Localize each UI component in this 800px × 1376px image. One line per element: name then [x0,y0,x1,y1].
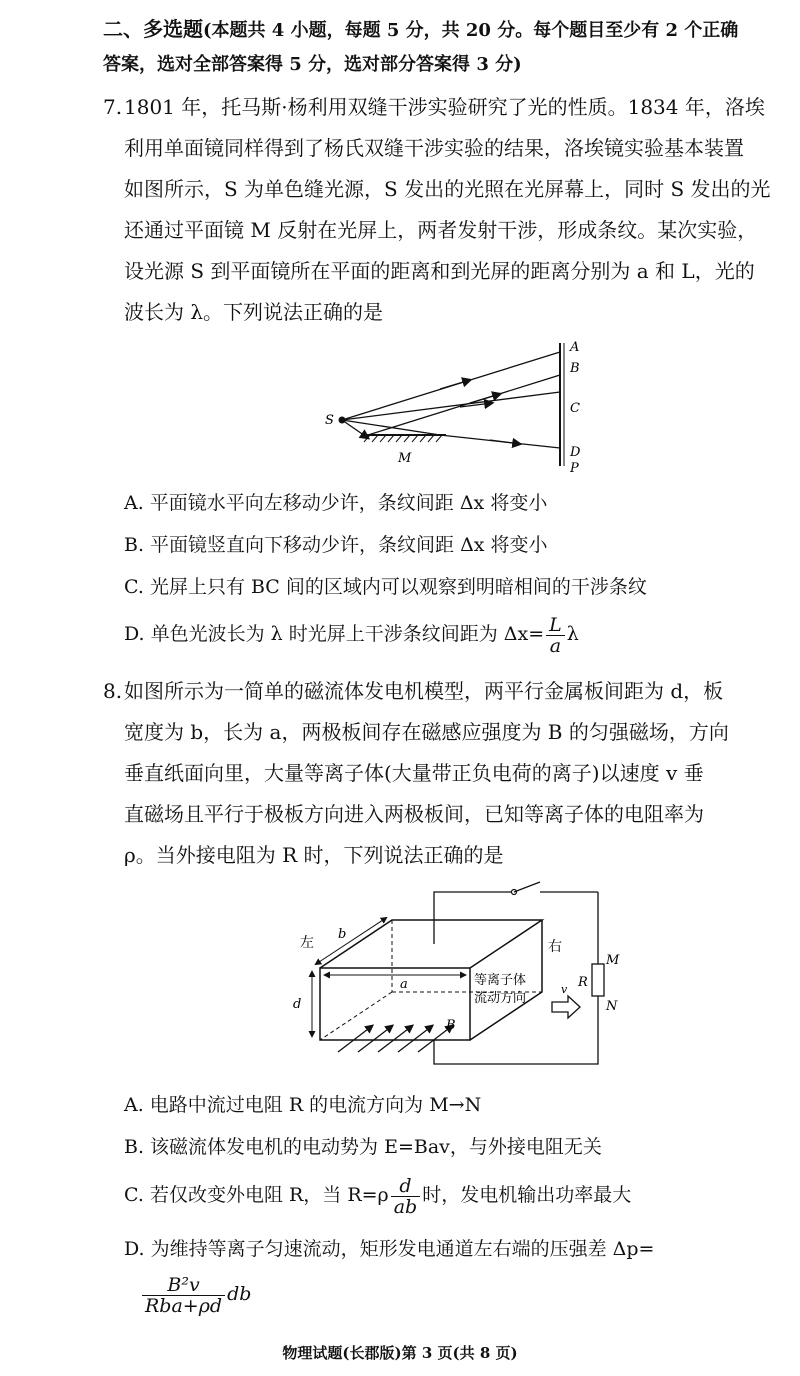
q7-number: 7. [103,95,123,119]
q7-option-d-fraction [546,615,565,656]
section-heading-line [103,14,738,46]
q8-label-N: N [606,999,618,1014]
q7-label-A: A [570,340,580,355]
q8-option-c-prefix: C. 若仅改变外电阻 R，当 R=ρ [124,1184,389,1206]
section-note-1: (本题共 4 小题，每题 5 分，共 20 分。每个题目至少有 2 个正确 [203,20,739,41]
q8-option-d-line2 [140,1270,251,1318]
q8-option-d-numerator: B²v [142,1275,225,1296]
q8-label-B: B [446,1018,456,1033]
q7-option-d [124,612,579,656]
q8-option-d-fraction [142,1275,225,1316]
q8-circuit-top-wire [434,892,514,944]
section-note-2: 答案，选对全部答案得 5 分，选对部分答案得 3 分) [103,54,522,75]
q8-option-d-line1: D. 为维持等离子匀速流动，矩形发电通道左右端的压强差 Δp= [124,1238,655,1260]
q8-option-c-fraction [391,1176,421,1217]
q8-label-R: R [578,975,588,990]
q7-ray-incident-1 [342,420,368,438]
q7-line-4: 还通过平面镜 M 反射在光屏上，两者发射干涉，形成条纹。某次实验， [124,218,758,242]
q8-option-a: A. 电路中流过电阻 R 的电流方向为 M→N [124,1094,482,1116]
q8-resistor [592,964,604,996]
q7-label-D: D [570,445,581,460]
q8-flow-arrow [552,996,580,1018]
q8-line-5: ρ。当外接电阻为 R 时，下列说法正确的是 [124,843,504,867]
q8-label-a: a [400,977,408,992]
q8-label-b: b [338,927,347,942]
q7-option-d-denominator: a [549,634,562,657]
q7-mirror-hatching [364,435,442,442]
q8-option-c-denominator: ab [393,1195,418,1218]
q8-box-top-face [320,920,542,968]
q8-option-d-suffix: db [227,1283,252,1305]
q8-label-d: d [293,997,302,1012]
q7-option-d-prefix: D. 单色光波长为 λ 时光屏上干涉条纹间距为 Δx= [124,623,545,645]
q7-line-6: 波长为 λ。下列说法正确的是 [124,300,384,324]
q8-mhd-generator-diagram [0,880,800,1080]
q7-option-d-suffix: λ [566,623,579,645]
q8-plasma-label-2: 流动方向 [474,991,527,1006]
q7-option-b: B. 平面镜竖直向下移动少许，条纹间距 Δx 将变小 [124,534,548,556]
q8-label-M: M [606,953,620,968]
q7-option-a: A. 平面镜水平向左移动少许，条纹间距 Δx 将变小 [124,492,548,514]
q7-ray-reflected-arrow-2 [490,440,520,444]
q8-line-3: 垂直纸面向里，大量等离子体(大量带正负电荷的离子)以速度 v 垂 [124,761,704,785]
q8-line-1: 如图所示为一简单的磁流体发电机模型，两平行金属板间距为 d，板 [124,679,724,703]
q8-label-v: v [561,983,568,996]
q8-label-left: 左 [300,935,314,951]
q7-option-c: C. 光屏上只有 BC 间的区域内可以观察到明暗相间的干涉条纹 [124,576,647,598]
q7-ray-to-C [342,392,560,420]
q8-option-d-denominator: Rba+ρd [145,1294,223,1317]
q7-label-B: B [570,361,580,376]
q7-line-3: 如图所示，S 为单色缝光源，S 发出的光照在光屏幕上，同时 S 发出的光 [124,177,771,201]
page-footer: 物理试题(长郡版)第 3 页(共 8 页) [282,1344,518,1362]
q7-ray-to-A-arrow [440,380,470,389]
q8-line-2: 宽度为 b，长为 a，两极板间存在磁感应强度为 B 的匀强磁场，方向 [124,720,729,744]
q8-line-4: 直磁场且平行于极板方向进入两极板间，已知等离子体的电阻率为 [124,802,704,826]
q8-option-c [124,1172,631,1218]
q8-option-c-numerator: d [391,1176,421,1197]
q7-option-d-numerator: L [546,615,565,636]
q8-switch-blade [514,882,540,892]
q8-label-right: 右 [548,939,562,955]
q8-number: 8. [103,679,123,703]
q8-dimension-b [316,918,386,964]
q7-label-S: S [325,413,334,428]
q8-plasma-label-1: 等离子体 [474,973,527,988]
q7-line-5: 设光源 S 到平面镜所在平面的距离和到光屏的距离分别为 a 和 L，光的 [124,259,755,283]
q7-label-M: M [398,451,412,466]
q7-label-C: C [570,401,580,416]
section-title: 二、多选题 [103,17,203,41]
q8-magnetic-field-arrows [338,1026,452,1052]
q7-label-P: P [570,461,579,476]
q7-ray-reflected-to-B [368,375,560,435]
q7-line-2: 利用单面镜同样得到了杨氏双缝干涉实验的结果，洛埃镜实验基本装置 [124,136,744,160]
q8-option-b: B. 该磁流体发电机的电动势为 E=Bav，与外接电阻无关 [124,1136,602,1158]
q8-option-c-suffix: 时，发电机输出功率最大 [422,1184,632,1206]
q7-line-1: 1801 年，托马斯·杨利用双缝干涉实验研究了光的性质。1834 年，洛埃 [124,95,765,119]
q8-circuit-right-wire-bottom [434,996,598,1064]
q7-lloyd-mirror-diagram [0,338,800,478]
